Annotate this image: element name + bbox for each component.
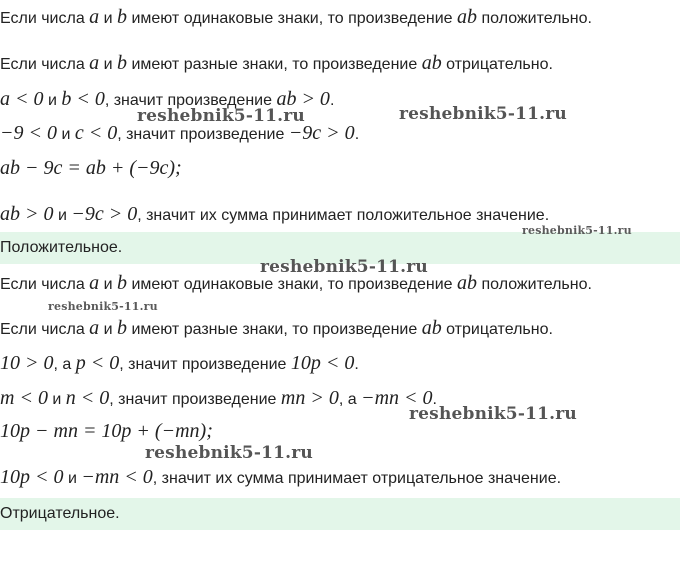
math-expr: 10 > 0 xyxy=(0,352,54,374)
math-expr: 10p − mn = 10p + (−mn); xyxy=(0,420,213,442)
math-expr: −mn < 0 xyxy=(81,466,153,488)
step-line-6 xyxy=(0,387,680,411)
math-expr: p < 0 xyxy=(75,352,120,374)
answer-text: Положительное. xyxy=(0,239,123,256)
step-line-1 xyxy=(0,88,680,112)
text: и xyxy=(99,10,117,27)
var-b: b xyxy=(117,52,127,74)
math-expr: m < 0 xyxy=(0,387,48,409)
rule-diff-signs-1 xyxy=(0,52,680,76)
answer-text: Отрицательное. xyxy=(0,505,120,522)
var-ab: ab xyxy=(457,272,478,294)
math-expr: −9c > 0 xyxy=(288,122,355,144)
math-expr: mn > 0 xyxy=(280,387,339,409)
text: . xyxy=(354,356,359,373)
text: имеют разные знаки, то произведение xyxy=(127,56,422,73)
text: имеют разные знаки, то произведение xyxy=(127,321,422,338)
var-b: b xyxy=(117,272,127,294)
step-line-8 xyxy=(0,466,680,490)
text: . xyxy=(354,126,360,143)
text: имеют одинаковые знаки, то произведение xyxy=(127,276,458,293)
text: , значит их сумма принимает положительное значение. xyxy=(137,207,550,224)
math-expr: n < 0 xyxy=(65,387,110,409)
step-line-3 xyxy=(0,157,680,181)
text: и xyxy=(43,92,62,109)
var-a: a xyxy=(89,52,100,74)
math-expr: b < 0 xyxy=(61,88,105,110)
text: Если числа xyxy=(0,321,90,338)
var-ab: ab xyxy=(421,52,442,74)
watermark: reshebnik5-11.ru xyxy=(137,106,305,126)
math-expr: c < 0 xyxy=(74,122,118,144)
watermark: reshebnik5-11.ru xyxy=(409,404,577,424)
step-line-5 xyxy=(0,352,680,376)
text: и xyxy=(99,321,117,338)
text: , значит произведение xyxy=(117,126,289,143)
text: и xyxy=(53,207,72,224)
text: положительно. xyxy=(477,10,592,27)
watermark: reshebnik5-11.ru xyxy=(399,104,567,124)
text: отрицательно. xyxy=(441,321,553,338)
text: . xyxy=(329,92,335,109)
math-expr: ab > 0 xyxy=(276,88,330,110)
var-ab: ab xyxy=(421,317,442,339)
text: и xyxy=(57,126,75,143)
text: имеют одинаковые знаки, то произведение xyxy=(127,10,458,27)
watermark: reshebnik5-11.ru xyxy=(145,443,313,463)
text: и xyxy=(63,470,82,487)
var-a: a xyxy=(89,272,100,294)
var-ab: ab xyxy=(457,6,478,28)
step-line-7 xyxy=(0,420,680,444)
step-line-2 xyxy=(0,122,680,146)
text: , значит их сумма принимает отрицательное значение. xyxy=(152,470,562,487)
text: . xyxy=(432,391,437,408)
math-expr: −9 < 0 xyxy=(0,122,57,144)
rule-same-signs-1 xyxy=(0,6,680,30)
math-expr: a < 0 xyxy=(0,88,44,110)
text: , значит произведение xyxy=(119,356,291,373)
text: , значит произведение xyxy=(104,92,277,109)
text: и xyxy=(99,276,117,293)
text: Если числа xyxy=(0,56,90,73)
text: , а xyxy=(338,391,362,408)
rule-diff-signs-2 xyxy=(0,317,680,341)
text: Если числа xyxy=(0,10,90,27)
math-expr: −mn < 0 xyxy=(361,387,433,409)
var-b: b xyxy=(117,6,127,28)
math-expr: 10p < 0 xyxy=(290,352,355,374)
var-b: b xyxy=(117,317,127,339)
var-a: a xyxy=(89,6,100,28)
text: , а xyxy=(53,356,76,373)
math-expr: ab > 0 xyxy=(0,203,54,225)
watermark: reshebnik5-11.ru xyxy=(48,300,158,313)
text: отрицательно. xyxy=(441,56,553,73)
math-expr: ab − 9c = ab + (−9c); xyxy=(0,157,182,179)
text: положительно. xyxy=(477,276,592,293)
math-expr: 10p < 0 xyxy=(0,466,64,488)
watermark: reshebnik5-11.ru xyxy=(522,224,632,237)
var-a: a xyxy=(89,317,100,339)
text: , значит произведение xyxy=(109,391,281,408)
answer-box-2 xyxy=(0,498,680,530)
watermark: reshebnik5-11.ru xyxy=(260,257,428,277)
text: Если числа xyxy=(0,276,90,293)
text: и xyxy=(99,56,117,73)
text: и xyxy=(47,391,66,408)
math-expr: −9c > 0 xyxy=(71,203,138,225)
